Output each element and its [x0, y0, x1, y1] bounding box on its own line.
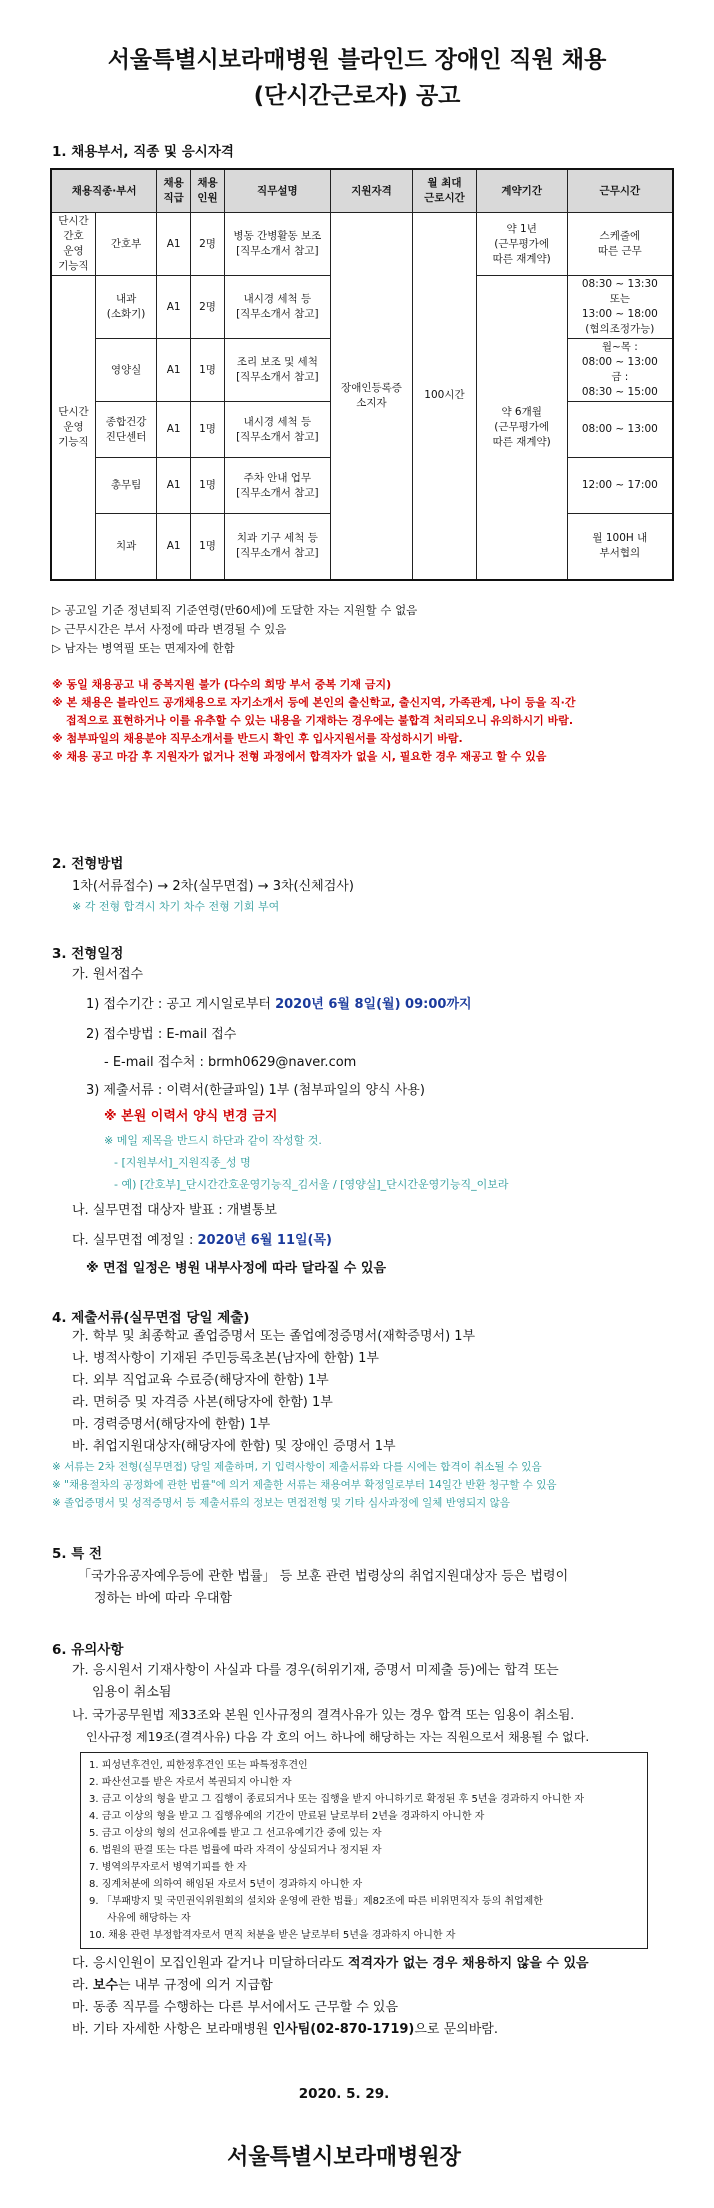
- th-grade: 채용 직급: [157, 169, 191, 213]
- section-5-heading: 5. 특 전: [52, 1546, 103, 1562]
- section-4-heading: 4. 제출서류(실무면접 당일 제출): [52, 1310, 250, 1326]
- doc-item: 바. 취업지원대상자(해당자에 한함) 및 장애인 증명서 1부: [72, 1439, 396, 1454]
- box-item: 10. 채용 관련 부정합격자로서 면직 처분을 받은 날로부터 5년을 경과하지 아니한 자: [89, 1930, 456, 1941]
- section-5: [0, 1542, 714, 1610]
- box-item: 6. 법원의 판결 또는 다른 법률에 따라 자격이 상실되거나 정지된 자: [89, 1845, 382, 1856]
- jobs-table: [50, 168, 674, 581]
- count-cell: 1명: [191, 339, 225, 402]
- caution-item: 임용이 취소됨: [92, 1685, 172, 1700]
- desc-cell: 내시경 세척 등 [직무소개서 참고]: [224, 276, 330, 339]
- interview-value: 2020년 6월 11일(목): [197, 1233, 333, 1248]
- caution-item: 가. 응시원서 기재사항이 사실과 다를 경우(허위기재, 증명서 미제출 등)에는 합격 또는: [72, 1663, 559, 1678]
- section-6-heading: 6. 유의사항: [52, 1642, 124, 1658]
- doc-note: ※ 서류는 2차 전형(실무면접) 당일 제출하며, 기 입력사항이 제출서류와 다를 시에는 합격이 취소될 수 있음: [52, 1461, 542, 1473]
- apply-period: [52, 994, 714, 1016]
- dept-cell: 영양실: [95, 339, 156, 402]
- caution-item: 인사규정 제19조(결격사유) 다음 각 호의 어느 하나에 해당하는 자는 직원으로서 채용될 수 없다.: [86, 1730, 590, 1744]
- doc-item: 라. 면허증 및 자격증 사본(해당자에 한함) 1부: [72, 1395, 333, 1410]
- section-4: [0, 1306, 714, 1512]
- caution-item: 마. 동종 직무를 수행하는 다른 부서에서도 근무할 수 있음: [72, 2000, 399, 2015]
- th-qual: 지원자격: [330, 169, 413, 213]
- desc-cell: 치과 기구 세척 등 [직무소개서 참고]: [224, 514, 330, 580]
- caution-item: [52, 2019, 714, 2041]
- caution-item: [52, 1975, 714, 1997]
- warning-item: ※ 동일 채용공고 내 중복지원 불가 (다수의 희망 부서 중복 기재 금지): [52, 677, 392, 691]
- desc-cell: 내시경 세척 등 [직무소개서 참고]: [224, 402, 330, 458]
- result-notice: 나. 실무면접 대상자 발표 : 개별통보: [72, 1203, 277, 1218]
- form-warning: ※ 본원 이력서 양식 변경 금지: [104, 1109, 278, 1124]
- count-cell: 1명: [191, 458, 225, 514]
- time-cell: 스케줄에 따른 근무: [567, 213, 673, 276]
- disqualification-box: [80, 1752, 648, 1949]
- box-item: 4. 금고 이상의 형을 받고 그 집행유예의 기간이 만료된 날로부터 2년을 경과하지 아니한 자: [89, 1811, 485, 1822]
- warning-item: ※ 첨부파일의 채용분야 직무소개서를 반드시 확인 후 입사지원서를 작성하시기 바람.: [52, 731, 463, 745]
- grade-cell: A1: [157, 514, 191, 580]
- page-title: 서울특별시보라매병원 블라인드 장애인 직원 채용 (단시간근로자) 공고: [107, 47, 607, 109]
- doc-note: ※ "채용절차의 공정화에 관한 법률"에 의거 제출한 서류는 채용여부 확정일로부터 14일간 반환 청구할 수 있음: [52, 1479, 557, 1491]
- process-note: ※ 각 전형 합격시 차기 차수 전형 기회 부여: [72, 900, 280, 913]
- caution-text: 라.: [72, 1978, 93, 1993]
- th-contract: 계약기간: [476, 169, 567, 213]
- qual-cell: 장애인등록증 소지자: [330, 213, 413, 580]
- grade-cell: A1: [157, 339, 191, 402]
- interview-date: [52, 1230, 714, 1252]
- mail-example: - 예) [간호부]_단시간간호운영기능직_김서울 / [영양실]_단시간운영기능직_이보라: [114, 1178, 509, 1191]
- caution-text: 바. 기타 자세한 사항은 보라매병원: [72, 2022, 273, 2037]
- th-desc: 직무설명: [224, 169, 330, 213]
- section-1-heading: 1. 채용부서, 직종 및 응시자격: [52, 144, 234, 160]
- apply-email: - E-mail 접수처 : brmh0629@naver.com: [104, 1055, 357, 1070]
- note-item: ▷ 근무시간은 부서 사정에 따라 변경될 수 있음: [52, 621, 287, 636]
- time-cell: 월 100H 내 부서협의: [567, 514, 673, 580]
- count-cell: 2명: [191, 276, 225, 339]
- desc-cell: 병동 간병활동 보조 [직무소개서 참고]: [224, 213, 330, 276]
- desc-cell: 주차 안내 업무 [직무소개서 참고]: [224, 458, 330, 514]
- contact-phone: 인사팀(02-870-1719): [272, 2022, 415, 2037]
- grade-cell: A1: [157, 276, 191, 339]
- caution-bold: 적격자가 없는 경우 채용하지 않을 수 있음: [347, 1956, 589, 1971]
- caution-bold: 보수: [92, 1978, 118, 1993]
- box-item: 사유에 해당하는 자: [107, 1913, 191, 1924]
- grade-cell: A1: [157, 402, 191, 458]
- note-item: ▷ 공고일 기준 정년퇴직 기준연령(만60세)에 도달한 자는 지원할 수 없음: [52, 602, 418, 617]
- mail-format: - [지원부서]_지원직종_성 명: [114, 1156, 251, 1169]
- process-flow: 1차(서류접수) → 2차(실무면접) → 3차(신체검사): [72, 879, 354, 894]
- interview-note: ※ 면접 일정은 병원 내부사정에 따라 달라질 수 있음: [86, 1261, 387, 1276]
- warning-item: ※ 채용 공고 마감 후 지원자가 없거나 전형 과정에서 합격자가 없을 시, 필요한 경우 재공고 할 수 있음: [52, 749, 547, 763]
- doc-item: 나. 병적사항이 기재된 주민등록초본(남자에 한함) 1부: [72, 1351, 379, 1366]
- caution-item: 나. 국가공무원법 제33조와 본원 인사규정의 결격사유가 있는 경우 합격 또는 임용이 취소됨.: [72, 1707, 575, 1722]
- benefit-line: 「국가유공자예우등에 관한 법률」 등 보훈 관련 법령상의 취업지원대상자 등은 법령이: [78, 1569, 569, 1584]
- th-time: 근무시간: [567, 169, 673, 213]
- benefit-line: 정하는 바에 따라 우대함: [94, 1591, 232, 1606]
- doc-item: 마. 경력증명서(해당자에 한함) 1부: [72, 1417, 271, 1432]
- caution-item: [52, 1953, 714, 1975]
- time-cell: 12:00 ~ 17:00: [567, 458, 673, 514]
- warnings: [52, 676, 714, 766]
- section-1: [0, 140, 714, 766]
- doc-item: 가. 학부 및 최종학교 졸업증명서 또는 졸업예정증명서(재학증명서) 1부: [72, 1329, 476, 1344]
- doc-item: 다. 외부 직업교육 수료증(해당자에 한함) 1부: [72, 1373, 329, 1388]
- th-dept: 채용직종·부서: [51, 169, 157, 213]
- section-2-heading: 2. 전형방법: [52, 856, 124, 872]
- box-item: 2. 파산선고를 받은 자로서 복권되지 아니한 자: [89, 1777, 292, 1788]
- contract-cell: 약 6개월 (근무평가에 따른 재계약): [476, 276, 567, 580]
- box-item: 8. 징계처분에 의하여 해임된 자로서 5년이 경과하지 아니한 자: [89, 1879, 363, 1890]
- apply-method: 2) 접수방법 : E-mail 접수: [86, 1027, 237, 1042]
- table-row: [51, 213, 673, 276]
- notes-list: [52, 601, 714, 658]
- th-count: 채용 인원: [191, 169, 225, 213]
- box-item: 1. 피성년후견인, 피한정후견인 또는 파특정후견인: [89, 1760, 308, 1771]
- doc-note: ※ 졸업증명서 및 성적증명서 등 제출서류의 정보는 면접전형 및 기타 심사과정에 일체 반영되지 않음: [52, 1497, 510, 1509]
- hours-cell: 100시간: [413, 213, 476, 580]
- issuer-signature: 서울특별시보라매병원장: [227, 2145, 461, 2170]
- dept-cell: 치과: [95, 514, 156, 580]
- note-item: ▷ 남자는 병역필 또는 면제자에 한함: [52, 640, 235, 655]
- section-6: [0, 1638, 714, 2041]
- apply-heading: 가. 원서접수: [72, 967, 144, 982]
- box-item: 9. 「부패방지 및 국민권익위원회의 설치와 운영에 관한 법률」제82조에 따른 비위면직자 등의 취업제한: [89, 1896, 543, 1907]
- box-item: 5. 금고 이상의 형의 선고유예를 받고 그 선고유예기간 중에 있는 자: [89, 1828, 382, 1839]
- warning-item: ※ 본 채용은 블라인드 공개채용으로 자기소개서 등에 본인의 출신학교, 출신지역, 가족관계, 나이 등을 직·간: [52, 695, 576, 709]
- box-item: 7. 병역의무자로서 병역기피를 한 자: [89, 1862, 247, 1873]
- desc-cell: 조리 보조 및 세척 [직무소개서 참고]: [224, 339, 330, 402]
- time-cell: 월~목 : 08:00 ~ 13:00 금 : 08:30 ~ 15:00: [567, 339, 673, 402]
- contract-cell: 약 1년 (근무평가에 따른 재계약): [476, 213, 567, 276]
- caution-text: 는 내부 규정에 의거 지급함: [117, 1978, 273, 1993]
- apply-period-label: 1) 접수기간 : 공고 게시일로부터: [86, 997, 276, 1012]
- warning-item: 접적으로 표현하거나 이를 유추할 수 있는 내용을 기재하는 경우에는 불합격 처리되오니 유의하시기 바람.: [66, 713, 574, 727]
- count-cell: 1명: [191, 402, 225, 458]
- th-hours: 월 최대 근로시간: [413, 169, 476, 213]
- group-cell: 단시간 운영 기능직: [51, 276, 95, 580]
- box-item: 3. 금고 이상의 형을 받고 그 집행이 종료되거나 또는 집행을 받지 아니하기로 확정된 후 5년을 경과하지 아니한 자: [89, 1794, 584, 1805]
- mail-instruction: ※ 메일 제목을 반드시 하단과 같이 작성할 것.: [104, 1134, 322, 1147]
- grade-cell: A1: [157, 213, 191, 276]
- interview-label: 다. 실무면접 예정일 :: [72, 1233, 198, 1248]
- dept-cell: 총무팀: [95, 458, 156, 514]
- section-3-heading: 3. 전형일정: [52, 946, 124, 962]
- grade-cell: A1: [157, 458, 191, 514]
- time-cell: 08:30 ~ 13:30 또는 13:00 ~ 18:00 (협의조정가능): [567, 276, 673, 339]
- table-header-row: [51, 169, 673, 213]
- dept-cell: 간호부: [95, 213, 156, 276]
- time-cell: 08:00 ~ 13:00: [567, 402, 673, 458]
- count-cell: 2명: [191, 213, 225, 276]
- apply-docs: 3) 제출서류 : 이력서(한글파일) 1부 (첨부파일의 양식 사용): [86, 1083, 425, 1098]
- caution-text: 으로 문의바람.: [414, 2022, 498, 2037]
- caution-text: 다. 응시인원이 모집인원과 같거나 미달하더라도: [72, 1956, 348, 1971]
- dept-cell: 내과 (소화기): [95, 276, 156, 339]
- count-cell: 1명: [191, 514, 225, 580]
- dept-cell: 종합건강 진단센터: [95, 402, 156, 458]
- section-3: [0, 942, 714, 1280]
- apply-deadline: 2020년 6월 8일(월) 09:00까지: [275, 997, 472, 1012]
- notice-date: 2020. 5. 29.: [298, 2086, 390, 2102]
- section-2: [0, 852, 714, 916]
- group-cell: 단시간 간호 운영 기능직: [51, 213, 95, 276]
